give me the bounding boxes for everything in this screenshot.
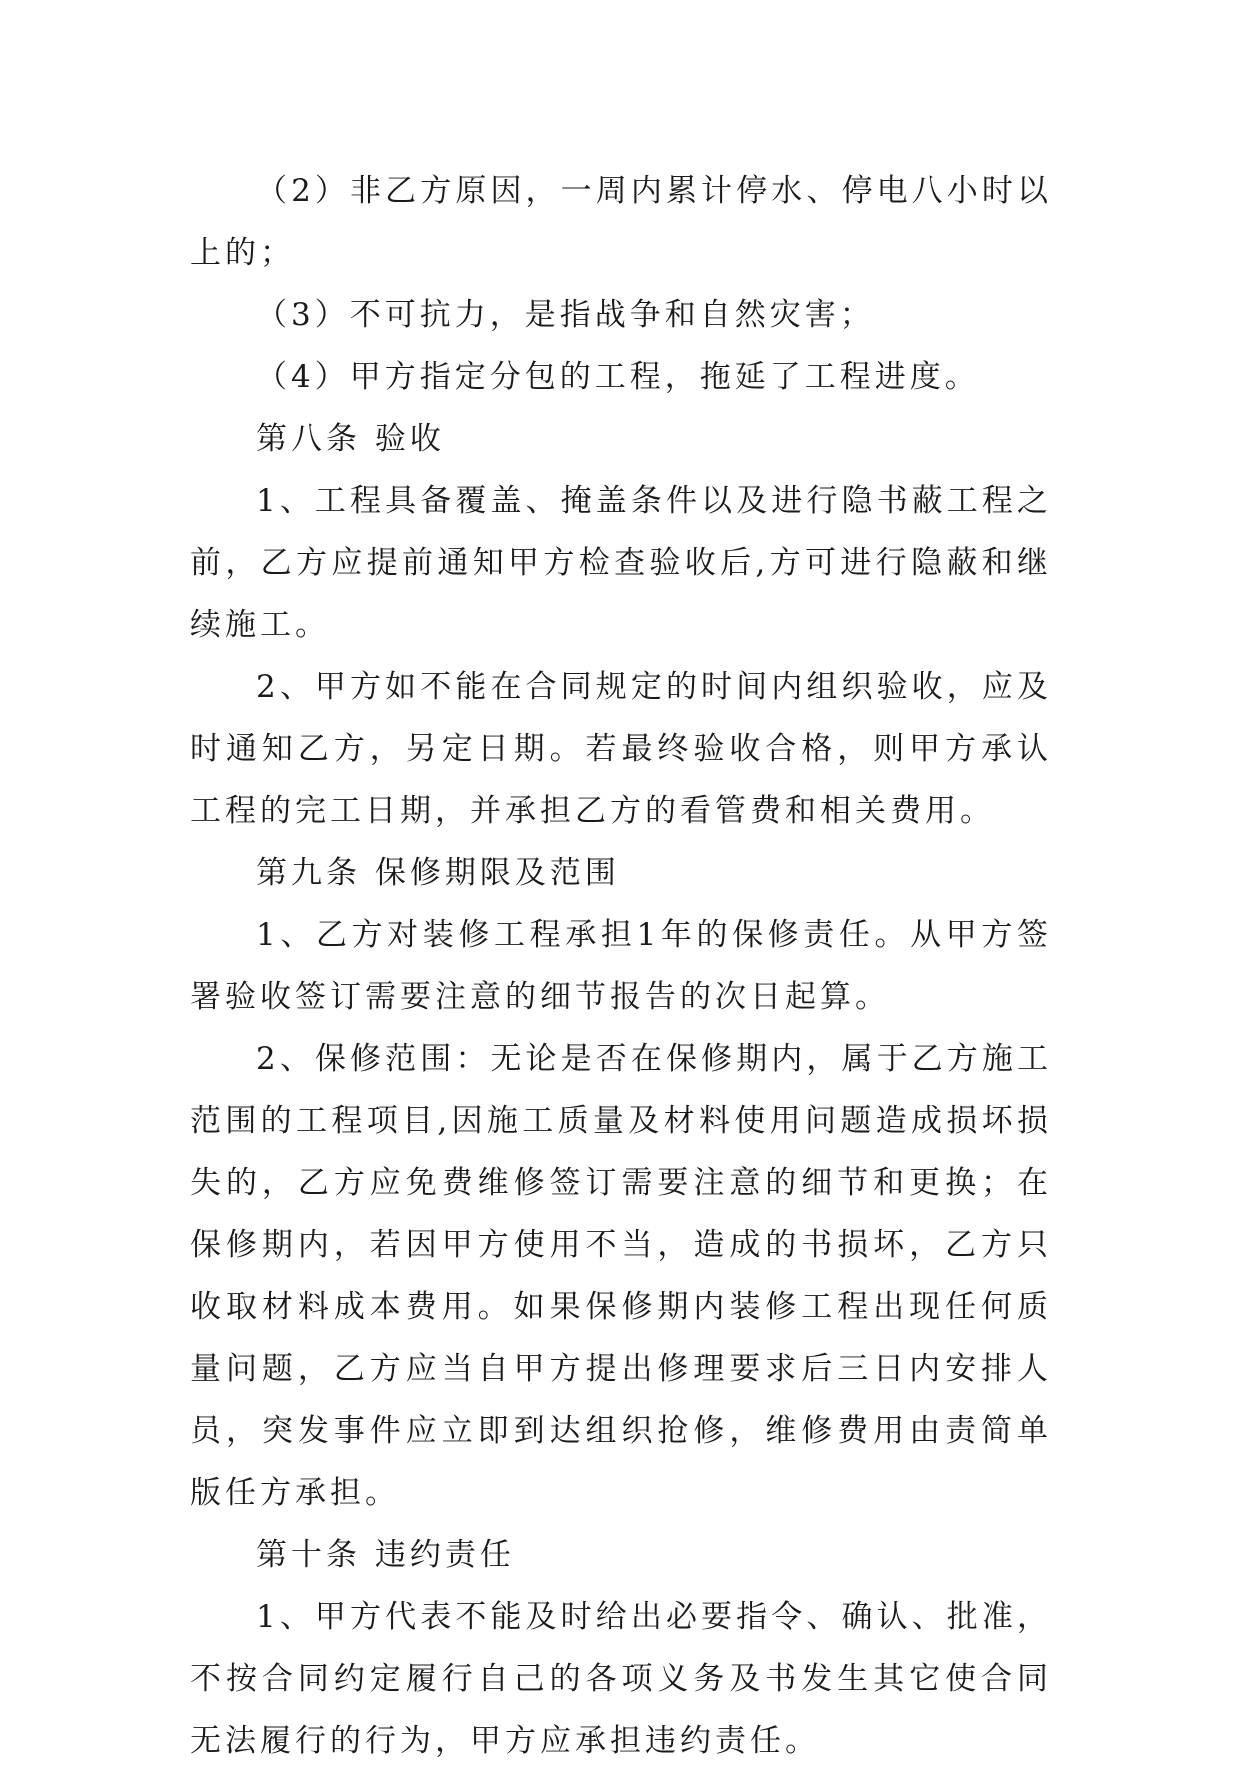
article-9-item-1: 1、乙方对装修工程承担1年的保修责任。从甲方签署验收签订需要注意的细节报告的次日起算。 [190,917,1052,1015]
article-10-heading: 第十条 违约责任 [256,1537,515,1573]
document-body [190,160,1052,1772]
article-9-heading: 第九条 保修期限及范围 [256,855,620,891]
paragraph-clause-2: （2）非乙方原因，一周内累计停水、停电八小时以上的； [190,173,1052,271]
article-8-item-2: 2、甲方如不能在合同规定的时间内组织验收，应及时通知乙方，另定日期。若最终验收合格，则甲方承认工程的完工日期，并承担乙方的看管费和相关费用。 [190,669,1052,829]
article-8-heading: 第八条 验收 [256,421,445,457]
article-9-item-2: 2、保修范围：无论是否在保修期内，属于乙方施工范围的工程项目,因施工质量及材料使用问题造成损坏损失的，乙方应免费维修签订需要注意的细节和更换；在保修期内，若因甲方使用不当，造成的书损坏，乙方只收取材料成本费用。如果保修期内装修工程出现任何质量问题，乙方应当自甲方提出修理要求后三日内安排人员，突发事件应立即到达组织抢修，维修费用由责简单版任方承担。 [190,1041,1052,1511]
paragraph-clause-4: （4）甲方指定分包的工程，拖延了工程进度。 [256,359,980,395]
paragraph-clause-3: （3）不可抗力，是指战争和自然灾害； [256,297,875,333]
article-10-item-1: 1、甲方代表不能及时给出必要指令、确认、批准，不按合同约定履行自己的各项义务及书发生其它使合同无法履行的行为，甲方应承担违约责任。 [190,1599,1052,1759]
article-8-item-1: 1、工程具备覆盖、掩盖条件以及进行隐书蔽工程之前，乙方应提前通知甲方检查验收后,方可进行隐蔽和继续施工。 [190,483,1052,643]
